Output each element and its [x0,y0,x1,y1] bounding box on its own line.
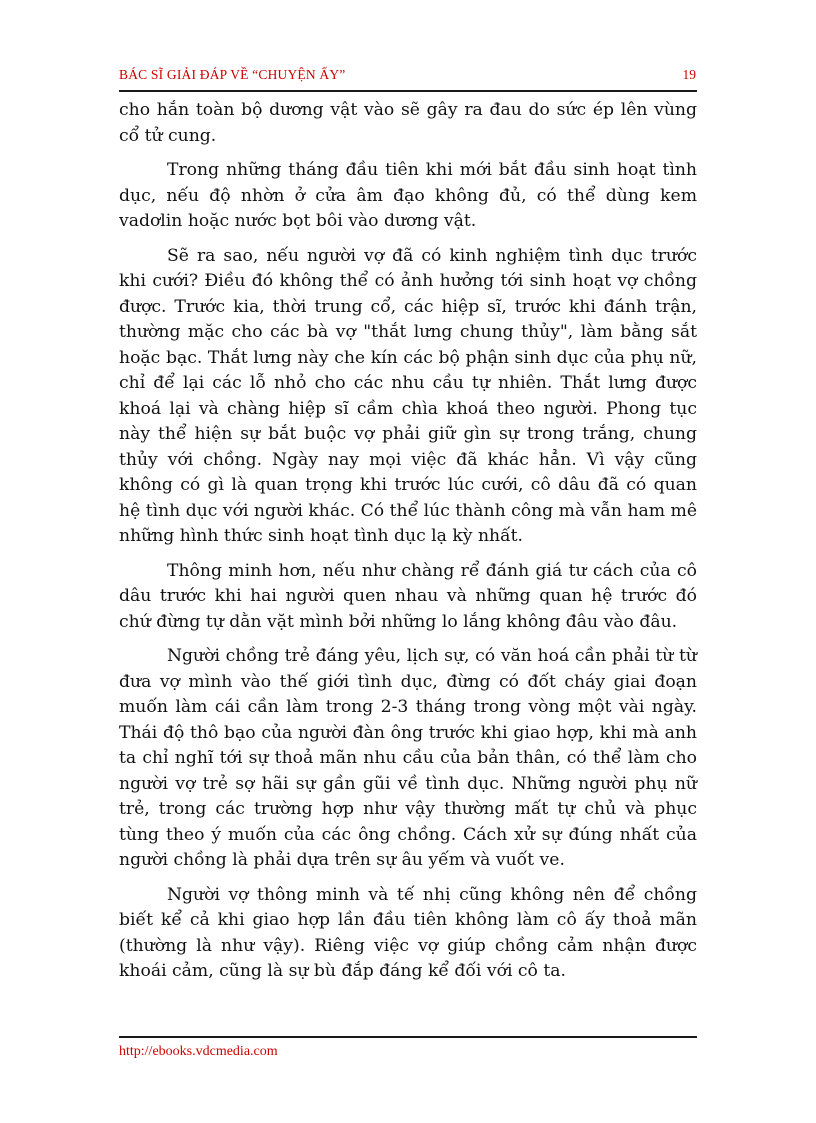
page-header [119,64,697,92]
paragraph: Người chồng trẻ đáng yêu, lịch sự, có văn hoá cần phải từ từ đưa vợ mình vào thế giới tình dục, đừng có đốt cháy giai đoạn muốn làm cái cần làm trong 2-3 tháng trong vòng một vài ngày. Thái độ thô bạo của người đàn ông trước khi giao hợp, khi mà anh ta chỉ nghĩ tới sự thoả mãn nhu cầu của bản thân, có thể làm cho người vợ trẻ sợ hãi sự gần gũi về tình dục. Những người phụ nữ trẻ, trong các trường hợp như vậy thường mất tự chủ và phục tùng theo ý muốn của các ông chồng. Cách xử sự đúng nhất của người chồng là phải dựa trên sự âu yếm và vuốt ve. [119,646,697,870]
page-number: 19 [682,67,696,82]
paragraph: Sẽ ra sao, nếu người vợ đã có kinh nghiệm tình dục trước khi cưới? Điều đó không thể có ảnh hưởng tới sinh hoạt vợ chồng được. Trước kia, thời trung cổ, các hiệp sĩ, trước khi đánh trận, thường mặc cho các bà vợ "thắt lưng chung thủy", làm bằng sắt hoặc bạc. Thắt lưng này che kín các bộ phận sinh dục của phụ nữ, chỉ để lại các lỗ nhỏ cho các nhu cầu tự nhiên. Thắt lưng được khoá lại và chàng hiệp sĩ cầm chìa khoá theo người. Phong tục này thể hiện sự bắt buộc vợ phải giữ gìn sự trong trắng, chung thủy với chồng. Ngày nay mọi việc đã khác hẳn. Vì vậy cũng không có gì là quan trọng khi trước lúc cưới, cô dâu đã có quan hệ tình dục với người khác. Có thể lúc thành công mà vẫn ham mê những hình thức sinh hoạt tình dục lạ kỳ nhất. [119,245,697,546]
paragraph: Thông minh hơn, nếu như chàng rể đánh giá tư cách của cô dâu trước khi hai người quen nhau và những quan hệ trước đó chứ đừng tự dằn vặt mình bởi những lo lắng không đâu vào đâu. [119,560,697,632]
paragraph: Người vợ thông minh và tế nhị cũng không nên để chồng biết kể cả khi giao hợp lần đầu tiên không làm cô ấy thoả mãn (thường là như vậy). Riêng việc vợ giúp chồng cảm nhận được khoái cảm, cũng là sự bù đắp đáng kể đối với cô ta. [119,884,697,981]
footer-link[interactable]: http://ebooks.vdcmedia.com [119,1044,278,1059]
footer-divider [119,1036,697,1038]
paragraph-continuation: cho hắn toàn bộ dương vật vào sẽ gây ra đau do sức ép lên vùng cổ tử cung. [119,100,697,146]
running-title: BÁC SĨ GIẢI ĐÁP VỀ “CHUYỆN ẤY” [119,67,346,82]
paragraph: Trong những tháng đầu tiên khi mới bắt đầu sinh hoạt tình dục, nếu độ nhờn ở cửa âm đạo không đủ, có thể dùng kem vadơlin hoặc nước bọt bôi vào dương vật. [119,160,697,231]
page-body [119,98,697,994]
